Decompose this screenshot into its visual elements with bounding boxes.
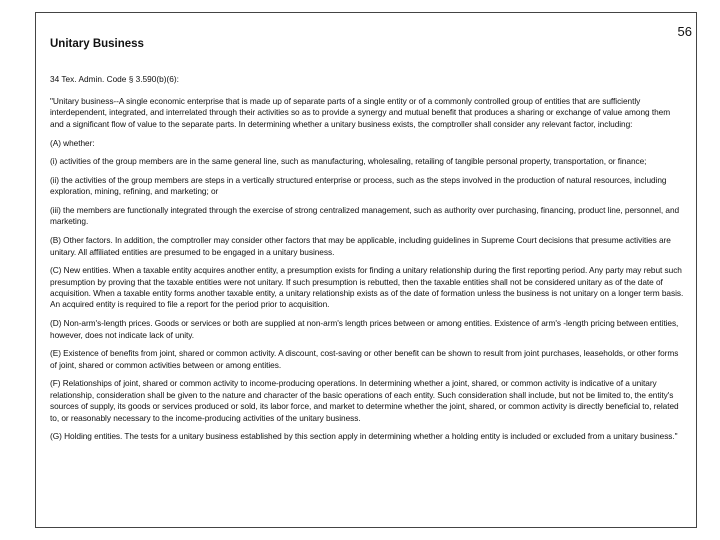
paragraph-a-iii: (iii) the members are functionally integrated through the exercise of strong centralized management, such as authority over purchasing, financing, product line, personnel, and marketing. [50,205,680,227]
paragraph-f: (F) Relationships of joint, shared or common activity to income-producing operations. In determining whether a joint, shared, or common activity is indicative of a unitary relationship, consideration shall be given to the nature and character of the basic operations of each entity. Such consideration shall include, but not be limited to, the entity's sources of supply, its goods or services produced or sold, its labor force, and market to determine whether the joint, shared, or common activity is directly beneficial to, related to, or reasonably necessary to the income-producing activities of the unitary business. [50,378,679,423]
paragraph-b: (B) Other factors. In addition, the comptroller may consider other factors that may be applicable, including guidelines in Supreme Court decisions that presume activities are unitary. All affiliated entities are presumed to be engaged in a unitary business. [50,235,671,257]
paragraph-c: (C) New entities. When a taxable entity acquires another entity, a presumption exists for finding a unitary relationship during the first reporting period. Any party may rebut such presumption by proving that the taxable entities were not unitary. If such presumption is rebutted, then the taxable entities shall not be considered unitary as of the date of acquisition. When a taxable entity forms another taxable entity, a unitary relationship exists as of the date of formation unless the business is not unitary on a longer term basis. An acquired entity is required to file a report for the period prior to acquisition. [50,265,684,310]
paragraph-a-ii: (ii) the activities of the group members are steps in a vertically structured enterprise or process, such as the steps involved in the production of natural resources, including exploration, mining, refining, and marketing; or [50,174,667,197]
page-number: 56 [677,24,692,39]
paragraph-definition: "Unitary business--A single economic enterprise that is made up of separate parts of a single entity or of a commonly controlled group of entities that are sufficiently interdependent, integrated, and interrelated through their activities so as to provide a synergy and mutual benefit that produces a sharing or exchange of value among them and a significant flow of value to the separate parts. In determining whether a unitary business exists, the comptroller shall consider any relevant factor, including: [50,96,671,129]
body-text [50,96,686,450]
citation: 34 Tex. Admin. Code § 3.590(b)(6): [50,74,179,84]
paragraph-g: (G) Holding entities. The tests for a unitary business established by this section apply in determining whether a holding entity is included or excluded from a unitary business." [50,431,678,442]
page-title: Unitary Business [50,38,144,50]
paragraph-a: (A) whether: [50,137,95,148]
paragraph-d: (D) Non-arm's-length prices. Goods or services or both are supplied at non-arm's length prices between or among entities. Existence of arm's -length pricing between entities, however, does not indicate lack of unity. [50,318,679,340]
paragraph-e: (E) Existence of benefits from joint, shared or common activity. A discount, cost-saving or other benefit can be shown to result from joint purchases, leaseholds, or other forms of joint, shared or common activities between or among entities. [50,348,679,370]
paragraph-a-i: (i) activities of the group members are in the same general line, such as manufacturing, wholesaling, retailing of tangible personal property, transportation, or finance; [50,156,647,167]
